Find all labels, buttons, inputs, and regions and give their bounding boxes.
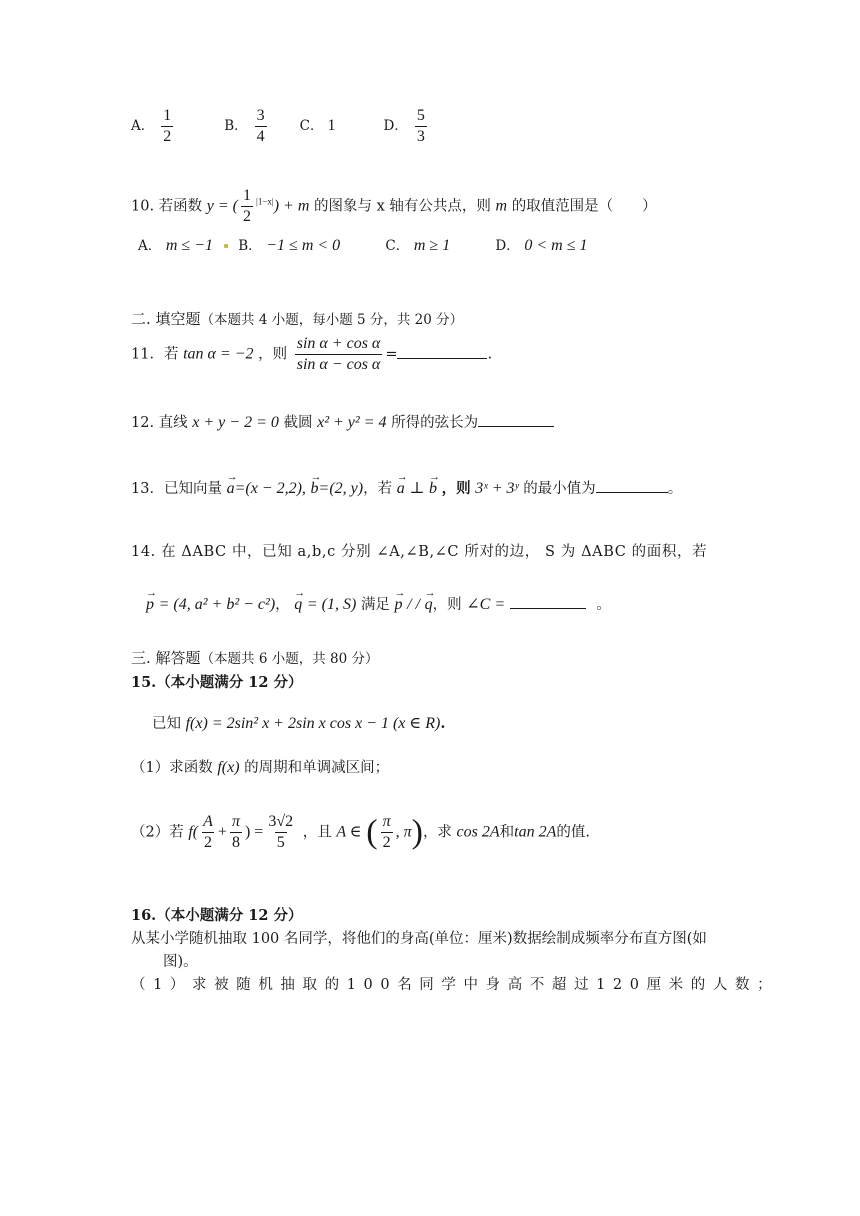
q10-y-eq: y = ( — [206, 197, 239, 215]
q10-plus-m: ) + m — [273, 197, 310, 215]
q15-part-1-suffix: 的周期和单调减区间； — [244, 760, 390, 776]
q12-answer-blank[interactable] — [478, 412, 554, 427]
q9-option-c-label: C． — [299, 118, 324, 135]
section-2-title: 二. 填空题 — [131, 310, 201, 328]
q10-option-d: 0 < m ≤ 1 — [524, 237, 588, 254]
q11-fraction: $\frac{\text{sin α + cos α}}{\text{sin α − cos α}}$ — [296, 335, 381, 373]
q15-part-1-prefix: （1）求函数 — [131, 760, 213, 776]
q10-options — [138, 236, 588, 256]
section-2-note: （本题共 4 小题，每小题 5 分，共 20 分） — [200, 312, 464, 328]
q9-option-b-fraction: $\frac{3}{4}$ — [256, 107, 265, 145]
q15-part-1-function: f(x) — [217, 759, 240, 776]
q13-vector-a-2: → a — [397, 479, 405, 499]
q15-interval-end: , π — [395, 823, 412, 841]
q9-option-c-value: 1 — [327, 117, 336, 135]
q13 — [131, 478, 682, 499]
q11-then: ，则 — [258, 346, 288, 363]
q14-vector-q-value: = (1, S) — [306, 596, 357, 613]
q10-mid: 的图象与 x 轴有公共点，则 — [314, 198, 491, 215]
q10-prefix: 10. 若函数 — [131, 198, 203, 215]
q12-mid: 截圆 — [283, 415, 313, 431]
q13-vector-b: → b — [311, 479, 319, 499]
q11-answer-blank[interactable] — [397, 344, 487, 359]
q15-a-in: A ∈ — [336, 823, 362, 841]
q14-vector-p-2: → p — [395, 595, 403, 615]
q12-suffix: 所得的弦长为 — [391, 415, 479, 431]
q9-option-d-label: D． — [383, 118, 408, 135]
q15-fraction-a-over-2: $\frac{A}{2}$ — [203, 813, 213, 851]
q16-part-1: （1）求被随机抽取的100名同学中身高不超过120厘米的人数； — [131, 977, 780, 993]
q9-option-b-label: B． — [224, 118, 248, 135]
q15-and-word: 和 — [499, 824, 515, 841]
q10-option-a-label: A． — [138, 238, 162, 254]
q12-line-equation: x + y − 2 = 0 — [192, 414, 279, 431]
q11 — [131, 334, 492, 375]
q13-answer-blank[interactable] — [596, 478, 668, 493]
q14-line-2 — [146, 594, 611, 615]
q15-given — [152, 714, 445, 734]
q13-expression: 3ˣ + 3ʸ — [475, 480, 519, 497]
q13-perp: ⊥ — [409, 480, 425, 497]
q11-condition: tan α = −2 — [183, 345, 254, 363]
q10-option-c: m ≥ 1 — [413, 237, 451, 254]
q15-heading: 15.（本小题满分 12 分） — [131, 674, 303, 691]
q10-half: $\frac{1}{2}$ — [243, 187, 252, 225]
q11-eq: = — [385, 346, 398, 363]
q10-suffix: 的取值范围是（ ） — [511, 198, 657, 215]
q10-stem — [131, 186, 657, 227]
q14-end: 。 — [596, 597, 611, 613]
q15-part-2-f: f( — [188, 823, 199, 841]
q10-option-d-label: D． — [495, 238, 520, 254]
q15-ask: ，求 — [422, 824, 452, 841]
q13-vector-a-value: =(x − 2,2), — [234, 480, 306, 497]
q16-heading: 16.（本小题满分 12 分） — [131, 907, 303, 924]
q15-part-2-prefix: （2）若 — [131, 824, 184, 841]
section-3-note: （本题共 6 小题，共 80 分） — [200, 651, 379, 667]
q15-fraction-pi-over-8: $\frac{\pi}{8}$ — [231, 813, 240, 851]
q15-given-prefix: 已知 — [152, 716, 181, 732]
q14-then: ，则 — [432, 597, 462, 613]
q14-line-1: 14. 在 ΔABC 中，已知 a,b,c 分别 ∠A,∠B,∠C 所对的边， S 为 ΔABC 的面积，若 — [131, 544, 708, 560]
q10-exponent: |1−x| — [256, 196, 274, 207]
q14-parallel: / / — [407, 596, 421, 613]
q13-suffix: 的最小值为 — [523, 481, 596, 497]
q10-option-b-label: B． — [238, 238, 262, 254]
q15-interval-start: $\frac{\pi}{2}$ — [382, 813, 391, 851]
q13-end: 。 — [667, 481, 683, 497]
q15-cos2a: cos 2A — [456, 823, 500, 841]
q15-part-2: （2）若 f( $\frac{A}{2}$ + $\frac{\pi}{8}$ ) = $\frac{3√2}{5}$ ，且 A ∈ ( $\frac{\pi}{2}$ , π)，求 cos 2A和tan 2A的值. — [131, 813, 590, 851]
q10-option-b: −1 ≤ m < 0 — [266, 237, 341, 254]
q15-and: ，且 — [302, 824, 332, 841]
q14-vector-q-2: → q — [425, 595, 433, 615]
q15-function: f(x) = 2sin² x + 2sin x cos x − 1 (x ∈ R) — [185, 715, 441, 732]
q15-tan2a: tan 2A — [514, 823, 557, 841]
q13-if: ，若 — [363, 481, 393, 497]
q14-vector-q: → q — [294, 595, 302, 615]
q14-satisfy: 满足 — [360, 597, 390, 613]
q9-option-a-label: A． — [131, 118, 155, 135]
q14-vector-p: → p — [146, 595, 154, 615]
q10-m: m — [495, 197, 508, 215]
stray-dot — [224, 244, 228, 248]
q13-then: ，则 — [441, 480, 471, 497]
q12 — [131, 412, 554, 433]
q9-options — [131, 106, 430, 147]
q16-line-2: 图)。 — [163, 954, 198, 970]
q14-angle: ∠C = — [466, 596, 506, 613]
q9-option-d-fraction: $\frac{5}{3}$ — [416, 107, 425, 145]
q11-prefix: 11．若 — [131, 346, 179, 363]
q11-end: . — [487, 346, 493, 363]
q13-prefix: 13．已知向量 — [131, 481, 222, 497]
section-3-heading — [131, 648, 378, 669]
section-2-heading — [131, 309, 463, 330]
q10-option-c-label: C． — [385, 238, 410, 254]
q9-option-a-fraction: $\frac{1}{2}$ — [163, 107, 172, 145]
q15-value-suffix: 的值. — [556, 824, 590, 841]
q13-vector-a: → a — [227, 479, 235, 499]
q14-separator: ， — [275, 597, 290, 613]
q14-answer-blank[interactable] — [510, 594, 586, 609]
q13-vector-b-value: =(2, y) — [318, 480, 364, 497]
q16-line-1: 从某小学随机抽取 100 名同学，将他们的身高(单位：厘米)数据绘制成频率分布直方图(如 — [131, 931, 707, 947]
q15-given-end: . — [440, 715, 446, 732]
q14-vector-p-value: = (4, a² + b² − c²) — [158, 596, 276, 613]
q10-option-a: m ≤ −1 — [165, 237, 213, 254]
q13-vector-b-2: → b — [429, 479, 437, 499]
q15-part-1 — [131, 758, 389, 778]
section-3-title: 三. 解答题 — [131, 649, 201, 667]
q12-prefix: 12. 直线 — [131, 415, 188, 431]
q12-circle-equation: x² + y² = 4 — [317, 414, 387, 431]
q15-fraction-rhs: $\frac{3√2}{5}$ — [268, 813, 294, 851]
